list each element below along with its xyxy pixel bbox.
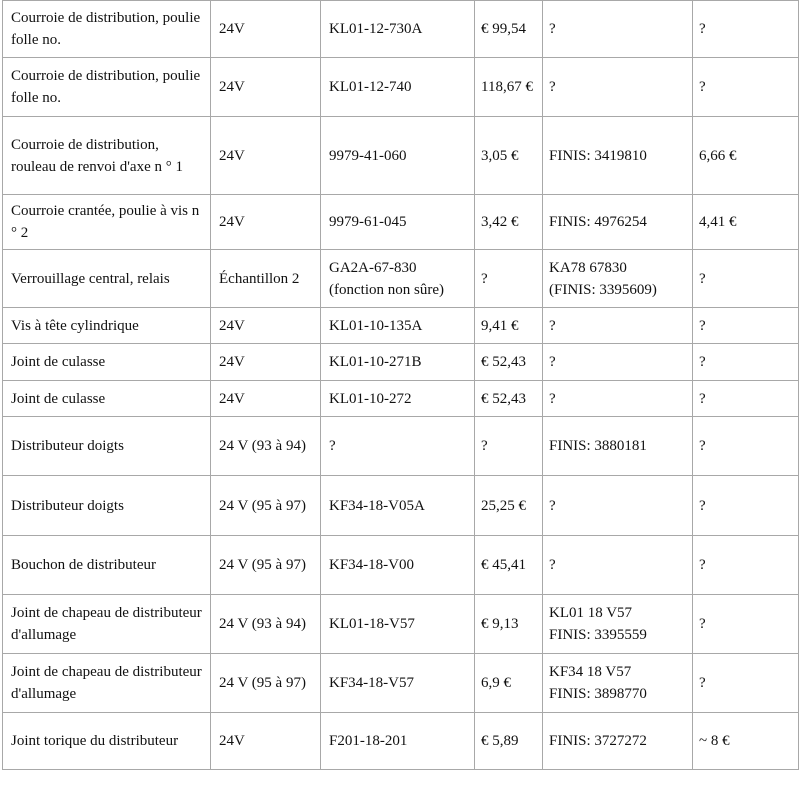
part-description-cell: Distributeur doigts <box>3 476 211 536</box>
catalog-number-cell: KL01-12-730A <box>321 1 475 58</box>
price-cell: € 99,54 <box>475 1 543 58</box>
reference-cell <box>543 250 693 308</box>
voltage-cell: 24 V (95 à 97) <box>211 476 321 536</box>
part-description-cell: Joint de chapeau de distributeur d'allumage <box>3 654 211 713</box>
catalog-number-cell: 9979-61-045 <box>321 195 475 250</box>
catalog-number-cell: KL01-12-740 <box>321 58 475 117</box>
part-description-cell: Vis à tête cylindrique <box>3 308 211 344</box>
voltage-cell: 24 V (93 à 94) <box>211 417 321 476</box>
alt-price-cell: ~ 8 € <box>693 713 799 770</box>
catalog-number-cell: KF34-18-V57 <box>321 654 475 713</box>
alt-price-cell: ? <box>693 595 799 654</box>
price-cell: ? <box>475 417 543 476</box>
price-cell: 3,05 € <box>475 117 543 195</box>
table-row <box>3 417 799 476</box>
reference-line: ? <box>549 21 556 37</box>
part-description-cell: Verrouillage central, relais <box>3 250 211 308</box>
part-description-cell: Distributeur doigts <box>3 417 211 476</box>
reference-cell <box>543 476 693 536</box>
catalog-number-cell: KL01-10-272 <box>321 381 475 417</box>
alt-price-cell: ? <box>693 536 799 595</box>
reference-cell <box>543 654 693 713</box>
part-description-cell: Joint de culasse <box>3 381 211 417</box>
table-row <box>3 476 799 536</box>
reference-line: ? <box>549 79 556 95</box>
reference-line: FINIS: 3395559 <box>549 627 647 643</box>
part-description-cell: Courroie de distribution, poulie folle no. <box>3 58 211 117</box>
table-row <box>3 536 799 595</box>
reference-line: ? <box>549 497 556 514</box>
price-cell: 6,9 € <box>475 654 543 713</box>
alt-price-cell: ? <box>693 476 799 536</box>
voltage-cell: 24 V (93 à 94) <box>211 595 321 654</box>
reference-cell <box>543 381 693 417</box>
table-row <box>3 654 799 713</box>
price-cell: ? <box>475 250 543 308</box>
price-cell: 25,25 € <box>475 476 543 536</box>
alt-price-cell: ? <box>693 344 799 381</box>
voltage-cell: 24V <box>211 381 321 417</box>
reference-line: ? <box>549 557 556 573</box>
alt-price-cell: ? <box>693 58 799 117</box>
catalog-number-cell: 9979-41-060 <box>321 117 475 195</box>
reference-line: KL01 18 V57 <box>549 605 633 621</box>
alt-price-cell: ? <box>693 308 799 344</box>
voltage-cell: 24V <box>211 344 321 381</box>
voltage-cell: 24V <box>211 58 321 117</box>
catalog-number-cell: F201-18-201 <box>321 713 475 770</box>
alt-price-cell: ? <box>693 381 799 417</box>
catalog-number-cell: KF34-18-V00 <box>321 536 475 595</box>
reference-line: ? <box>549 354 556 370</box>
reference-line: ? <box>549 390 556 407</box>
part-description-cell: Bouchon de distributeur <box>3 536 211 595</box>
parts-table <box>2 0 799 770</box>
price-cell: 118,67 € <box>475 58 543 117</box>
price-cell: 3,42 € <box>475 195 543 250</box>
reference-line: FINIS: 3880181 <box>549 438 647 454</box>
table-row <box>3 308 799 344</box>
catalog-number-cell: KL01-10-271B <box>321 344 475 381</box>
reference-cell <box>543 713 693 770</box>
reference-line: KA78 67830 <box>549 259 627 276</box>
price-cell: € 45,41 <box>475 536 543 595</box>
reference-line: ? <box>549 317 556 334</box>
price-cell: € 9,13 <box>475 595 543 654</box>
catalog-number-cell: GA2A-67-830 (fonction non sûre) <box>321 250 475 308</box>
reference-cell <box>543 1 693 58</box>
part-description-cell: Courroie de distribution, poulie folle no. <box>3 1 211 58</box>
voltage-cell: 24V <box>211 308 321 344</box>
voltage-cell: 24 V (95 à 97) <box>211 654 321 713</box>
table-row <box>3 381 799 417</box>
part-description-cell: Courroie de distribution, rouleau de renvoi d'axe n ° 1 <box>3 117 211 195</box>
part-description-cell: Courroie crantée, poulie à vis n ° 2 <box>3 195 211 250</box>
voltage-cell: 24V <box>211 117 321 195</box>
reference-line: FINIS: 3898770 <box>549 686 647 702</box>
table-row <box>3 250 799 308</box>
voltage-cell: 24 V (95 à 97) <box>211 536 321 595</box>
reference-cell <box>543 536 693 595</box>
price-cell: € 5,89 <box>475 713 543 770</box>
alt-price-cell: 6,66 € <box>693 117 799 195</box>
catalog-number-cell: KL01-18-V57 <box>321 595 475 654</box>
alt-price-cell: ? <box>693 654 799 713</box>
voltage-cell: Échantillon 2 <box>211 250 321 308</box>
alt-price-cell: ? <box>693 250 799 308</box>
reference-cell <box>543 308 693 344</box>
catalog-number-cell: ? <box>321 417 475 476</box>
table-row <box>3 117 799 195</box>
alt-price-cell: ? <box>693 1 799 58</box>
voltage-cell: 24V <box>211 713 321 770</box>
table-row <box>3 1 799 58</box>
reference-line: FINIS: 4976254 <box>549 214 647 230</box>
table-row <box>3 58 799 117</box>
voltage-cell: 24V <box>211 195 321 250</box>
reference-line: KF34 18 V57 <box>549 664 632 680</box>
reference-cell <box>543 417 693 476</box>
reference-cell <box>543 195 693 250</box>
part-description-cell: Joint de chapeau de distributeur d'allumage <box>3 595 211 654</box>
table-row <box>3 344 799 381</box>
reference-line: FINIS: 3419810 <box>549 147 647 164</box>
price-cell: 9,41 € <box>475 308 543 344</box>
alt-price-cell: 4,41 € <box>693 195 799 250</box>
table-row <box>3 595 799 654</box>
reference-cell <box>543 595 693 654</box>
reference-line: (FINIS: 3395609) <box>549 281 657 298</box>
reference-line: FINIS: 3727272 <box>549 733 647 749</box>
part-description-cell: Joint de culasse <box>3 344 211 381</box>
reference-cell <box>543 58 693 117</box>
parts-table-body <box>3 1 799 770</box>
price-cell: € 52,43 <box>475 381 543 417</box>
reference-cell <box>543 344 693 381</box>
voltage-cell: 24V <box>211 1 321 58</box>
catalog-number-cell: KL01-10-135A <box>321 308 475 344</box>
reference-cell <box>543 117 693 195</box>
part-description-cell: Joint torique du distributeur <box>3 713 211 770</box>
table-row <box>3 195 799 250</box>
table-row <box>3 713 799 770</box>
catalog-number-cell: KF34-18-V05A <box>321 476 475 536</box>
alt-price-cell: ? <box>693 417 799 476</box>
price-cell: € 52,43 <box>475 344 543 381</box>
